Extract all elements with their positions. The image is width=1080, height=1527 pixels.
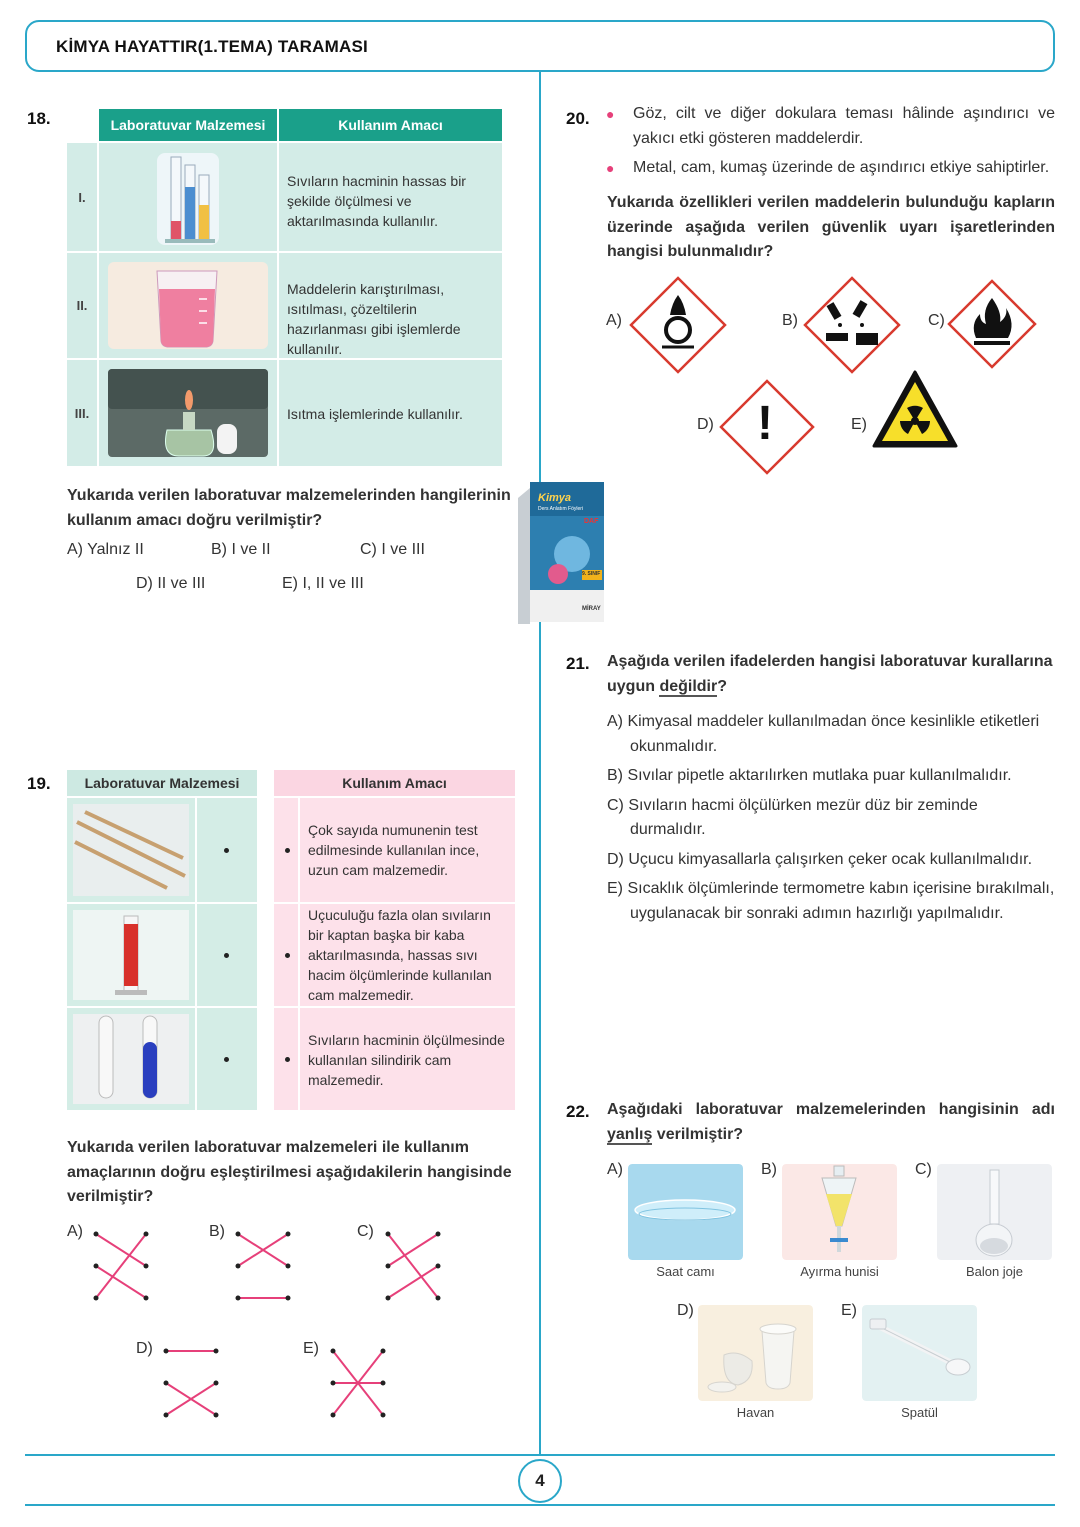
q19-image-pipettes xyxy=(67,798,195,902)
bullet-icon: ● xyxy=(606,106,615,122)
q19-right-table xyxy=(274,770,515,1110)
q22-option-e-label[interactable]: E) xyxy=(841,1302,857,1319)
graduated-cylinders-icon xyxy=(99,143,277,251)
q20-option-a-label[interactable]: A) xyxy=(606,312,622,329)
q19-question: Yukarıda verilen laboratuvar malzemeleri ile kullanım amaçlarının doğru eşleştirilmesi aşağıdakilerin hangisinde verilmiştir? xyxy=(67,1139,512,1205)
q20-option-b-label[interactable]: B) xyxy=(782,312,798,329)
q21-option-e[interactable]: E) Sıcaklık ölçümlerinde termometre kabın içerisine bırakılmalı, uygulanacak bir sonraki adımın hazırlığı yapılmalıdır. xyxy=(607,880,1055,922)
q18-row1-purpose: Sıvıların hacminin hassas bir şekilde ölçülmesi ve aktarılmasında kullanılır. xyxy=(279,143,502,251)
corrosive-hazard-icon[interactable] xyxy=(802,275,902,375)
q19-right-dot-3 xyxy=(285,1057,290,1062)
q19-option-d-label[interactable]: D) xyxy=(136,1340,153,1357)
volumetric-flask-icon[interactable] xyxy=(937,1164,1052,1260)
watch-glass-icon[interactable] xyxy=(628,1164,743,1260)
book-grade: 9. SINIF xyxy=(582,571,601,577)
page-number: 4 xyxy=(518,1459,562,1503)
q18-option-b[interactable]: B) I ve II xyxy=(211,541,271,558)
exclamation-mark: ! xyxy=(757,397,773,450)
q21-question-end: ? xyxy=(717,677,727,695)
q22-question xyxy=(607,1098,1055,1147)
q22-question-emphasis: yanlış xyxy=(607,1125,653,1143)
q21-option-d[interactable]: D) Uçucu kimyasallarla çalışırken çeker ocak kullanılmalıdır. xyxy=(607,850,1033,868)
column-divider xyxy=(539,72,541,1456)
q18-option-c[interactable]: C) I ve III xyxy=(360,541,425,558)
q19-left-dot-3 xyxy=(224,1057,229,1062)
q22-option-d-label[interactable]: D) xyxy=(677,1302,694,1319)
q18-row2-roman: II. xyxy=(67,253,97,358)
q18-question: Yukarıda verilen laboratuvar malzemelerinden hangilerinin kullanım amacı doğru verilmiştir? xyxy=(67,487,511,529)
q21-options xyxy=(607,710,1055,926)
q22-option-b-caption: Ayırma hunisi xyxy=(800,1264,879,1279)
alcohol-burner-icon xyxy=(99,360,277,466)
q19-option-c-label[interactable]: C) xyxy=(357,1223,374,1240)
q20-option-c-label[interactable]: C) xyxy=(928,312,945,329)
footer-line-top xyxy=(25,1454,1055,1456)
q18-row2-purpose: Maddelerin karıştırılması, ısıtılması, çözeltilerin hazırlanması gibi işlemlerde kullanılır. xyxy=(279,253,502,358)
q22-option-a-label[interactable]: A) xyxy=(607,1161,623,1178)
q18-row3-roman: III. xyxy=(67,360,97,466)
q19-option-e-label[interactable]: E) xyxy=(303,1340,319,1357)
q21-question xyxy=(607,650,1055,699)
separatory-funnel-icon[interactable] xyxy=(782,1164,897,1260)
q22-option-a-caption: Saat camı xyxy=(656,1264,715,1279)
test-tubes-icon xyxy=(67,1008,195,1110)
q20-question: Yukarıda özellikleri verilen maddelerin bulunduğu kapların üzerinde aşağıda verilen güvenlik uyarı işaretlerinden hangisi bulunmalıdır? xyxy=(607,194,1055,260)
q22-option-e-caption: Spatül xyxy=(901,1405,938,1420)
spatula-icon[interactable] xyxy=(862,1305,977,1401)
radiation-hazard-icon[interactable] xyxy=(870,368,960,450)
q21-option-c[interactable]: C) Sıvıların hacmi ölçülürken mezür düz bir zeminde durmalıdır. xyxy=(607,796,978,838)
q19-image-test-tubes xyxy=(67,1008,195,1110)
q19-option-b-label[interactable]: B) xyxy=(209,1223,225,1240)
q18-row1-roman: I. xyxy=(67,143,97,251)
q19-purpose-1: Çok sayıda numunenin test edilmesinde kullanılan ince, uzun cam malzemedir. xyxy=(300,798,515,902)
q20-bullet-2: Metal, cam, kumaş üzerinde de aşındırıcı etkiye sahiptirler. xyxy=(633,159,1050,176)
q19-right-dot-1 xyxy=(285,848,290,853)
q19-image-cylinder xyxy=(67,904,195,1006)
q18-row3-purpose: Isıtma işlemlerinde kullanılır. xyxy=(279,360,502,466)
q19-left-dot-2 xyxy=(224,953,229,958)
q22-question-end: verilmiştir? xyxy=(652,1125,744,1143)
beaker-icon xyxy=(99,253,277,358)
q20-bullet-1: Göz, cilt ve diğer dokulara teması hâlinde aşındırıcı ve yakıcı etki gösteren maddelerdir. xyxy=(633,105,1055,147)
crucible-icon[interactable] xyxy=(698,1305,813,1401)
q21-option-b[interactable]: B) Sıvılar pipetle aktarılırken mutlaka puar kullanılmalıdır. xyxy=(607,767,1012,784)
q22-option-d-caption: Havan xyxy=(736,1405,775,1420)
q18-number: 18. xyxy=(27,109,51,128)
q18-col1-header: Laboratuvar Malzemesi xyxy=(99,109,277,141)
pipettes-icon xyxy=(67,798,195,902)
q19-purpose-2: Uçuculuğu fazla olan sıvıların bir kaptan başka bir kaba aktarılmasında, hassas sıvı hacim ölçümlerinde kullanılan cam malzemedir. xyxy=(300,904,515,1006)
q18-row3-image xyxy=(99,360,277,466)
q19-purpose-3: Sıvıların hacminin ölçülmesinde kullanılan silindirik cam malzemedir. xyxy=(300,1008,515,1110)
q19-option-a-diagram[interactable] xyxy=(90,1228,154,1304)
book-title: Kimya xyxy=(538,492,572,504)
q20-option-d-label[interactable]: D) xyxy=(697,416,714,433)
bullet-icon: ● xyxy=(606,160,615,176)
q19-option-a-label[interactable]: A) xyxy=(67,1223,83,1240)
q21-option-a[interactable]: A) Kimyasal maddeler kullanılmadan önce kesinlikle etiketleri okunmalıdır. xyxy=(607,713,1040,755)
q19-right-dot-2 xyxy=(285,953,290,958)
q20-option-e-label[interactable]: E) xyxy=(851,416,867,433)
q19-col1-header: Laboratuvar Malzemesi xyxy=(67,770,257,796)
q19-option-b-diagram[interactable] xyxy=(232,1228,296,1304)
q21-number: 21. xyxy=(566,654,590,673)
q18-option-d[interactable]: D) II ve III xyxy=(136,575,206,592)
q18-option-a[interactable]: A) Yalnız II xyxy=(67,541,144,558)
footer-line-bottom xyxy=(25,1504,1055,1506)
book-subtitle: Ders Anlatım Föyleri xyxy=(538,506,584,512)
q22-number: 22. xyxy=(566,1102,590,1121)
flammable-hazard-icon[interactable] xyxy=(946,278,1038,370)
q20-number: 20. xyxy=(566,109,590,128)
q18-row2-image xyxy=(99,253,277,358)
q22-option-c-label[interactable]: C) xyxy=(915,1161,932,1178)
q22-option-c-caption: Balon joje xyxy=(965,1264,1024,1279)
q21-question-text: Aşağıda verilen ifadelerden hangisi laboratuvar kurallarına uygun xyxy=(607,653,1053,695)
q18-option-e[interactable]: E) I, II ve III xyxy=(282,575,364,592)
q22-question-text: Aşağıdaki laboratuvar malzemelerinden hangisinin adı xyxy=(607,1101,1055,1118)
oxidizing-hazard-icon[interactable] xyxy=(628,275,728,375)
q18-table xyxy=(67,108,503,466)
q19-option-e-diagram[interactable] xyxy=(327,1345,391,1421)
book-badge: DAF xyxy=(584,518,599,525)
q19-left-table xyxy=(67,770,257,1110)
page-title: KİMYA HAYATTIR(1.TEMA) TARAMASI xyxy=(56,37,368,56)
q19-option-c-diagram[interactable] xyxy=(382,1228,446,1304)
q18-col2-header: Kullanım Amacı xyxy=(279,109,502,141)
q19-option-d-diagram[interactable] xyxy=(160,1345,224,1421)
q18-row1-image xyxy=(99,143,277,251)
graduated-cylinder-icon xyxy=(67,904,195,1006)
book-brand: MİRAY xyxy=(582,606,601,612)
q19-number: 19. xyxy=(27,774,51,793)
q19-col2-header: Kullanım Amacı xyxy=(274,770,515,796)
q21-question-emphasis: değildir xyxy=(659,677,718,695)
q19-left-dot-1 xyxy=(224,848,229,853)
book-cover xyxy=(518,478,606,626)
q22-option-b-label[interactable]: B) xyxy=(761,1161,777,1178)
